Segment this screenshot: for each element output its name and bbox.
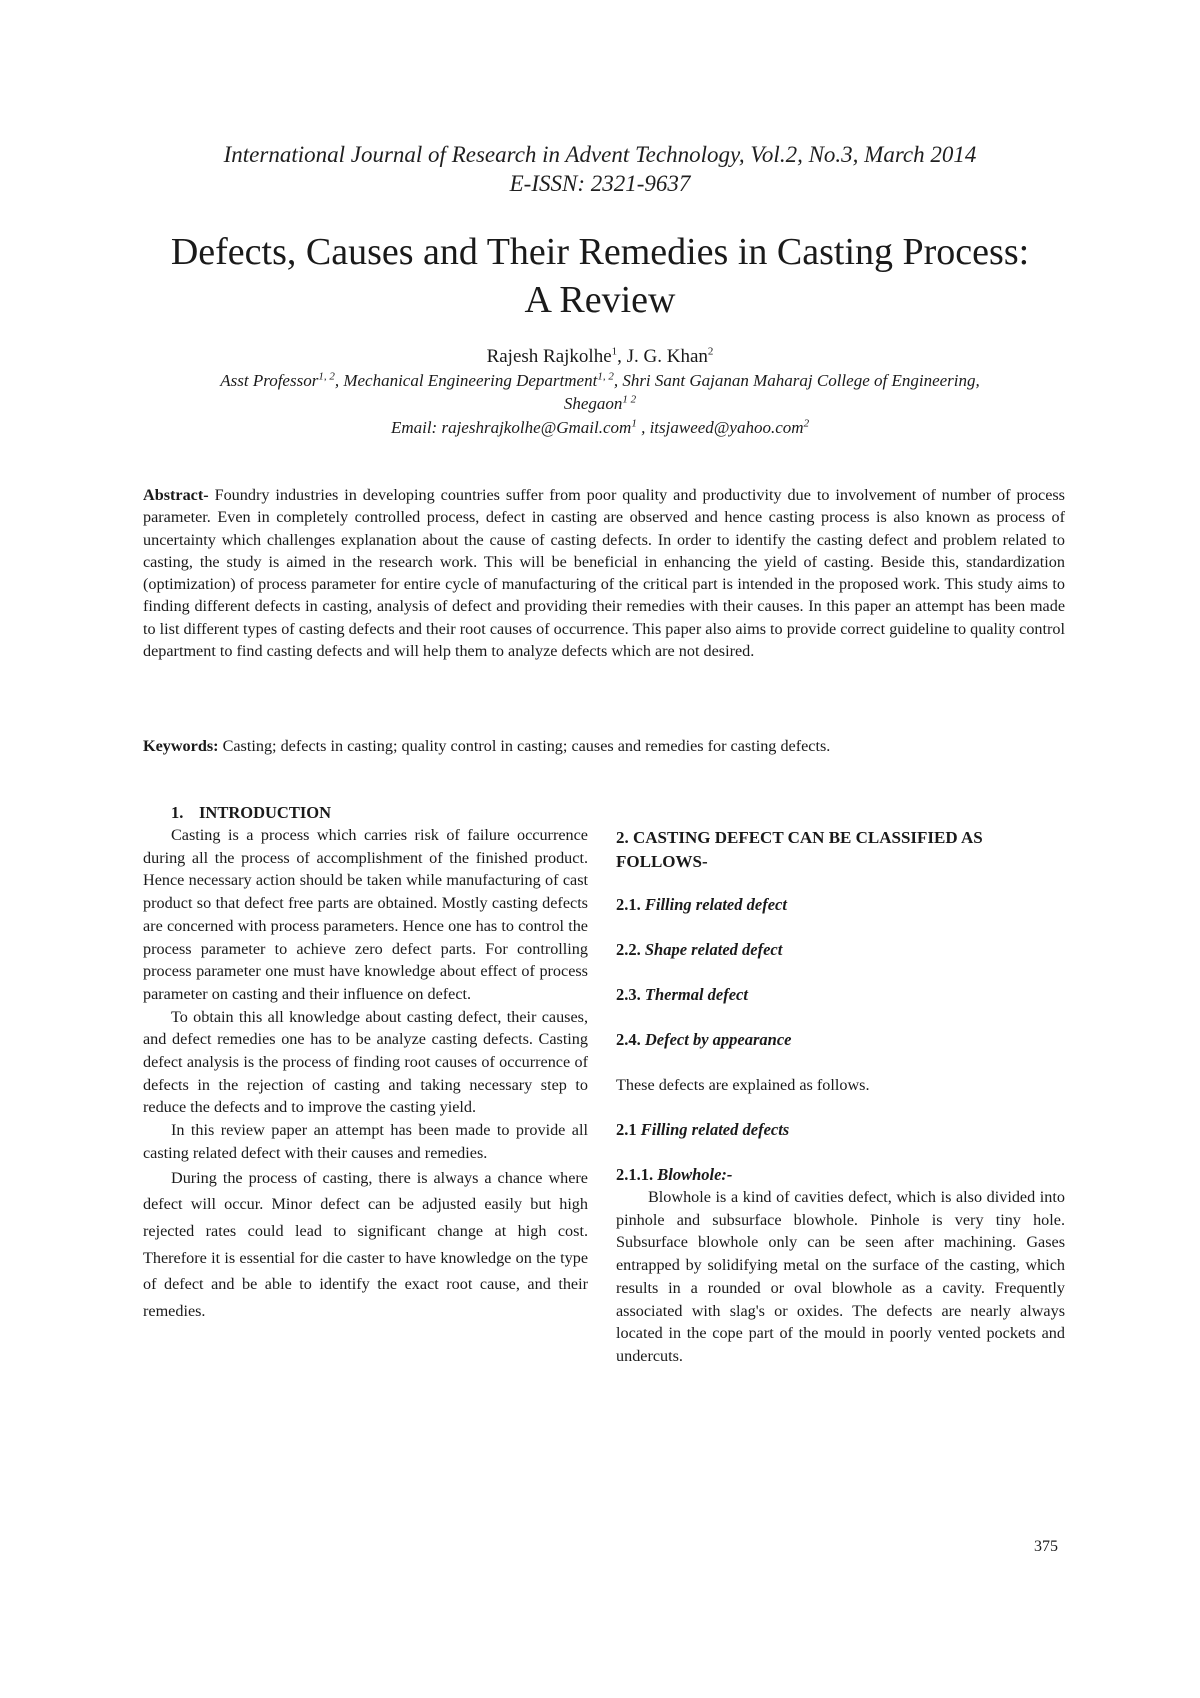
item-label: Filling related defect	[644, 895, 787, 914]
author-name: J. G. Khan	[626, 346, 708, 367]
journal-issn: E-ISSN: 2321-9637	[509, 171, 691, 196]
paper-title	[0, 228, 1200, 324]
subsubsection-heading	[616, 1164, 1065, 1186]
section-title: INTRODUCTION	[199, 803, 332, 822]
abstract	[143, 484, 1065, 662]
item-label: Defect by appearance	[644, 1030, 792, 1049]
item-label: Shape related defect	[644, 940, 783, 959]
item-label: Thermal defect	[644, 985, 748, 1004]
classification-item	[616, 894, 1065, 916]
affiliation-mark: 1, 2	[597, 370, 614, 383]
section-heading: 2. CASTING DEFECT CAN BE CLASSIFIED AS FOLLOWS-	[616, 828, 983, 871]
paper-title-line-1: Defects, Causes and Their Remedies in Casting Process:	[170, 231, 1030, 273]
city: Shegaon	[563, 394, 623, 413]
email-mark: 2	[803, 417, 810, 430]
item-number: 2.1.	[616, 895, 641, 914]
section-number: 1.	[171, 803, 184, 822]
subsubsection-title: Blowhole:-	[657, 1165, 733, 1184]
item-number: 2.2.	[616, 940, 641, 959]
keywords	[143, 735, 1065, 757]
section-heading	[143, 802, 588, 824]
email-line	[0, 417, 1200, 439]
email-mark: 1	[631, 417, 637, 430]
journal-header	[0, 140, 1200, 198]
classification-item	[616, 939, 1065, 961]
author-affiliation-mark: 2	[707, 345, 714, 358]
journal-citation: International Journal of Research in Advent Technology, Vol.2, No.3, March 2014	[223, 142, 977, 167]
author-role: Asst Professor	[220, 371, 319, 390]
subsection-number: 2.1	[616, 1120, 637, 1139]
subsection-title: Filling related defects	[640, 1120, 790, 1139]
abstract-label: Abstract-	[143, 486, 209, 504]
paragraph: In this review paper an attempt has been made to provide all casting related defect with their causes and remedies.	[143, 1121, 588, 1162]
classification-item	[616, 984, 1065, 1006]
email-address[interactable]: , itsjaweed@yahoo.com	[636, 418, 804, 437]
paper-title-line-2: A Review	[524, 279, 676, 321]
paragraph: To obtain this all knowledge about casting defect, their causes, and defect remedies one has to be analyze casting defects. Casting defect analysis is the process of finding root causes of occurrence of defects in the rejection of casting and taking necessary step to reduce the defects and to improve the casting yield.	[143, 1007, 588, 1117]
affiliation	[150, 369, 1050, 415]
college: , Shri Sant Gajanan Maharaj College of Engineering,	[613, 371, 980, 390]
abstract-text: Foundry industries in developing countries suffer from poor quality and productivity due to involvement of number of process parameter. Even in completely controlled process, defect in casting are observed and hence casting process is also known as process of uncertainty which challenges explanation about the cause of casting defects. In order to identify the casting defect and problem related to casting, the study is aimed in the research work. This will be beneficial in enhancing the yield of casting. Beside this, standardization (optimization) of process parameter for entire cycle of manufacturing of the critical part is intended in the proposed work. This study aims to finding different defects in casting, analysis of defect and providing their remedies with their causes. In this paper an attempt has been made to list different types of casting defects and their root causes of occurrence. This paper also aims to provide correct guideline to quality control department to find casting defects and will help them to analyze defects which are not desired.	[143, 486, 1065, 661]
keywords-label: Keywords:	[143, 737, 219, 755]
explanation-note: These defects are explained as follows.	[616, 1076, 870, 1094]
affiliation-mark: 1, 2	[318, 370, 335, 383]
page-number: 375	[1034, 1538, 1058, 1555]
author-separator: ,	[617, 346, 627, 367]
email-address[interactable]: Email: rajeshrajkolhe@Gmail.com	[390, 418, 632, 437]
left-column	[143, 802, 588, 1325]
paragraph: Blowhole is a kind of cavities defect, which is also divided into pinhole and subsurface blowhole. Pinhole is very tiny hole. Subsurface blowhole only can be seen after machining. Gases entrapped by solidifying metal on the surface of the casting, which results in a rounded or oval blowhole as a cavity. Frequently associated with slag's or oxides. The defects are nearly always located in the cope part of the mould in poorly vented pockets and undercuts.	[616, 1188, 1065, 1365]
paragraph: Casting is a process which carries risk of failure occurrence during all the process of accomplishment of the finished product. Hence necessary action should be taken while manufacturing of cast product so that defect free parts are obtained. Mostly casting defects are concerned with process parameters. Hence one has to control the process parameter to achieve zero defect parts. For controlling process parameter one must have knowledge about effect of process parameter on casting and their influence on defect.	[143, 826, 588, 1003]
paragraph: During the process of casting, there is always a chance where defect will occur. Minor defect can be adjusted easily but high rejected rates could lead to significant change at high cost. Therefore it is essential for die caster to have knowledge on the type of defect and be able to identify the exact root cause, and their remedies.	[143, 1168, 588, 1321]
author-list	[0, 345, 1200, 369]
subsection-heading	[616, 1119, 1065, 1141]
item-number: 2.4.	[616, 1030, 641, 1049]
department: , Mechanical Engineering Department	[334, 371, 598, 390]
subsubsection-number: 2.1.1.	[616, 1165, 654, 1184]
classification-item	[616, 1029, 1065, 1051]
affiliation-mark: 1 2	[622, 393, 637, 406]
item-number: 2.3.	[616, 985, 641, 1004]
keywords-text: Casting; defects in casting; quality control in casting; causes and remedies for casting defects.	[218, 737, 831, 755]
author-affiliation-mark: 1	[611, 345, 618, 358]
right-column	[616, 826, 1065, 1368]
author-name: Rajesh Rajkolhe	[486, 346, 612, 367]
